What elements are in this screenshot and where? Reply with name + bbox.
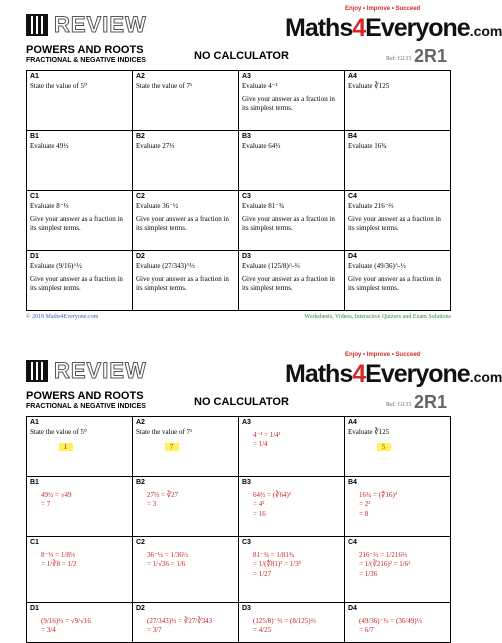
question-text: Evaluate ∛125 [348,82,390,90]
page-footer [26,314,451,324]
question-cell [345,251,451,311]
review-banner: REVIEW [54,358,147,383]
question-text: Evaluate 216⁻⅔ [348,202,394,210]
answer-question-text: State the value of 7¹ [136,428,193,436]
question-cell [27,251,133,311]
copyright-link[interactable]: © 2018 Maths4Everyone.com [26,314,99,320]
question-instruction: Give your answer as a fraction in its simplest terms. [136,274,229,292]
answer-working: 36⁻½ = 1/36½ = 1/√36 = 1/6 [147,551,189,569]
question-text: State the value of 5⁰ [30,82,87,90]
answer-label: B4 [348,479,357,486]
calculator-note: NO CALCULATOR [194,396,289,408]
answer-working: 8⁻⅓ = 1/8⅓ = 1/∛8 = 1/2 [41,551,77,569]
answer-highlight: 5 [377,443,391,451]
answer-cell [239,417,345,477]
answer-label: D4 [348,605,357,612]
question-instruction: Give your answer as a fraction in its simplest terms. [136,214,229,232]
question-cell [239,251,345,311]
answer-working: (27/343)⅓ = ∛27/∛343 = 3/7 [147,617,213,635]
question-cell [27,71,133,131]
qr-code-icon [26,360,48,382]
question-label: C4 [348,193,357,200]
answer-cell [239,537,345,603]
question-cell [345,71,451,131]
answer-working: (125/8)⁻⅔ = (8/125)⅔ = 4/25 [253,617,316,635]
sheet-subtitle: FRACTIONAL & NEGATIVE INDICES [26,57,146,64]
question-label: C3 [242,193,251,200]
question-sheet [0,0,502,320]
answer-label: D2 [136,605,145,612]
question-label: A1 [30,73,39,80]
answer-label: A3 [242,419,251,426]
question-instruction: Give your answer as a fraction in its simplest terms. [30,274,123,292]
question-text: Evaluate (9/16)^½ [30,262,82,270]
question-instruction: Give your answer as a fraction in its simplest terms. [242,274,335,292]
answer-label: B1 [30,479,39,486]
question-text: Evaluate 4⁻¹ [242,82,278,90]
answer-label: C4 [348,539,357,546]
answer-cell [133,537,239,603]
answer-label: B3 [242,479,251,486]
title-bar [26,390,451,416]
question-instruction: Give your answer as a fraction in its simplest terms. [242,214,335,232]
answer-cell [345,603,451,643]
brand-tagline: Enjoy • Improve • Succeed [345,6,421,12]
sheet-title: POWERS AND ROOTS [26,44,144,56]
question-label: C2 [136,193,145,200]
answer-sheet [0,346,502,635]
answer-question-text: State the value of 5⁰ [30,428,87,436]
answer-cell [239,477,345,537]
question-text: Evaluate 8⁻⅓ [30,202,69,210]
calculator-note: NO CALCULATOR [194,50,289,62]
answer-label: C1 [30,539,39,546]
question-label: D4 [348,253,357,260]
question-text: Evaluate (27/343)^⅓ [136,262,195,270]
answer-cell [133,417,239,477]
question-text: State the value of 7¹ [136,82,193,90]
question-cell [239,71,345,131]
question-label: B4 [348,133,357,140]
question-text: Evaluate 49½ [30,142,69,150]
answer-working: 64⅔ = (∛64)² = 4² = 16 [253,491,291,518]
question-cell [27,191,133,251]
answer-working: (49/36)⁻½ = (36/49)½ = 6/7 [359,617,422,635]
question-cell [239,131,345,191]
answer-label: B2 [136,479,145,486]
answer-working: 16¾ = (∜16)³ = 2³ = 8 [359,491,397,518]
question-instruction: Give your answer as a fraction in its simplest terms. [242,94,335,112]
question-label: D2 [136,253,145,260]
sheet-code: 2R1 [414,392,448,412]
question-cell [133,131,239,191]
qr-code-icon [26,14,48,36]
answer-label: D3 [242,605,251,612]
sheet-header [0,346,502,390]
answer-cell [345,417,451,477]
question-label: B3 [242,133,251,140]
answer-highlight: 1 [59,443,73,451]
brand-tagline: Enjoy • Improve • Succeed [345,352,421,358]
answer-cell [27,417,133,477]
question-text: Evaluate 36⁻½ [136,202,179,210]
answer-label: A1 [30,419,39,426]
sheet-code: 2R1 [414,46,448,66]
title-bar [26,44,451,70]
sheet-title: POWERS AND ROOTS [26,390,144,402]
question-text: Evaluate 27⅓ [136,142,175,150]
question-cell [345,191,451,251]
review-banner: REVIEW [54,12,147,37]
question-label: B1 [30,133,39,140]
question-label: D3 [242,253,251,260]
question-cell [133,71,239,131]
question-label: A3 [242,73,251,80]
question-text: Evaluate (125/8)^-⅔ [242,262,300,270]
question-label: A4 [348,73,357,80]
brand-logo: Maths4Everyone.com [285,14,502,42]
reference-id: Ref: G133 [386,56,412,62]
answer-label: D1 [30,605,39,612]
answer-label: A2 [136,419,145,426]
question-label: A2 [136,73,145,80]
question-text: Evaluate (49/36)^-½ [348,262,406,270]
question-label: B2 [136,133,145,140]
answer-working: 27⅓ = ∛27 = 3 [147,491,179,509]
answer-working: 216⁻⅔ = 1/216⅔ = 1/(∛216)² = 1/6² = 1/36 [359,551,411,578]
question-instruction: Give your answer as a fraction in its simplest terms. [30,214,123,232]
answer-label: C3 [242,539,251,546]
reference-id: Ref: G133 [386,402,412,408]
answer-cell [133,477,239,537]
sheet-subtitle: FRACTIONAL & NEGATIVE INDICES [26,403,146,410]
question-cell [345,131,451,191]
question-text: Evaluate 16¾ [348,142,387,150]
answer-working: 49½ = √49 = 7 [41,491,72,509]
question-cell [239,191,345,251]
answer-working: (9/16)½ = √9/√16 = 3/4 [41,617,91,635]
question-instruction: Give your answer as a fraction in its simplest terms. [348,214,441,232]
question-cell [27,131,133,191]
answer-cell [27,477,133,537]
question-label: C1 [30,193,39,200]
answer-cell [345,477,451,537]
answer-cell [27,603,133,643]
answer-label: A4 [348,419,357,426]
question-instruction: Give your answer as a fraction in its simplest terms. [348,274,441,292]
answer-working: 81⁻¾ = 1/81¾ = 1/(∜81)³ = 1/3³ = 1/27 [253,551,301,578]
question-text: Evaluate 81⁻¾ [242,202,285,210]
answer-highlight: 7 [165,443,179,451]
answer-cell [239,603,345,643]
question-text: Evaluate 64⅔ [242,142,281,150]
answer-label: C2 [136,539,145,546]
answer-cell [27,537,133,603]
question-cell [133,251,239,311]
question-grid [26,70,451,311]
answer-question-text: Evaluate ∛125 [348,428,390,436]
answer-working: 4⁻¹ = 1/4¹ = 1/4 [253,431,281,449]
question-label: D1 [30,253,39,260]
question-cell [133,191,239,251]
brand-logo: Maths4Everyone.com [285,360,502,388]
resources-link[interactable]: Worksheets, Videos, Interactive Quizzes and Exam Solutions [304,314,451,320]
answer-cell [133,603,239,643]
answer-cell [345,537,451,603]
answer-grid [26,416,451,643]
sheet-header [0,0,502,44]
